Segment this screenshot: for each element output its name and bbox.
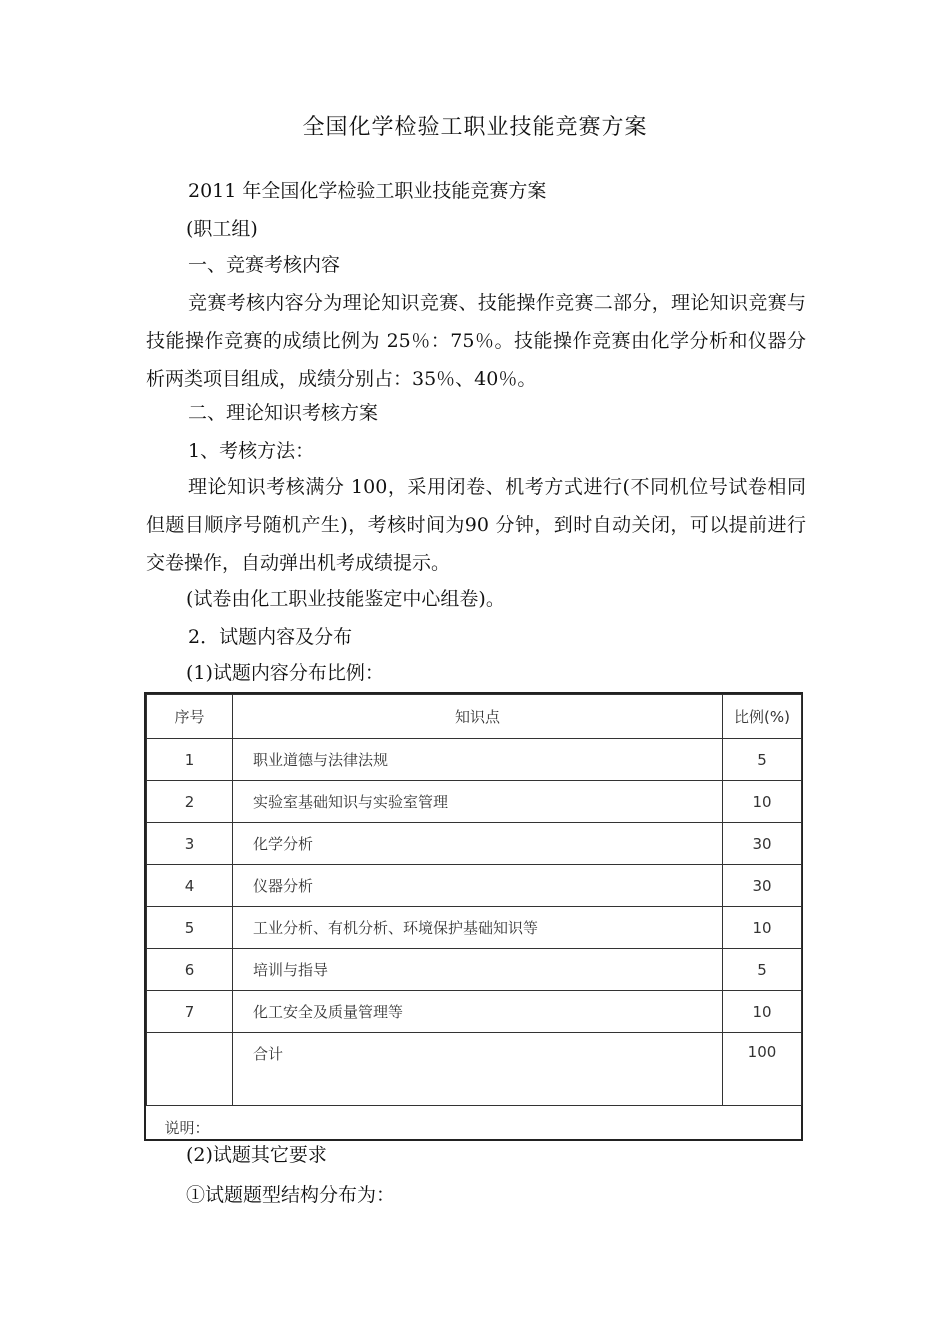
table-header-row: [147, 695, 802, 739]
section-1-paragraph: 竞赛考核内容分为理论知识竞赛、技能操作竞赛二部分，理论知识竞赛与技能操作竞赛的成绩比例为 25％：75％。技能操作竞赛由化学分析和仪器分析两类项目组成，成绩分别占：35％、40％。: [146, 292, 806, 390]
plan-heading: 2011 年全国化学检验工职业技能竞赛方案: [188, 180, 547, 202]
row-ratio: 30: [723, 823, 802, 865]
row-number: 5: [147, 907, 233, 949]
row-number: 4: [147, 865, 233, 907]
header-number: 序号: [147, 695, 233, 739]
header-topic: 知识点: [233, 695, 723, 739]
row-topic: 化工安全及质量管理等: [233, 991, 723, 1033]
table-row: [147, 781, 802, 823]
total-label: 合计: [233, 1033, 723, 1106]
row-ratio: 10: [723, 907, 802, 949]
row-ratio: 30: [723, 865, 802, 907]
subsection-1-heading: 1、考核方法：: [188, 440, 315, 462]
content-ratio-label: (1)试题内容分布比例：: [186, 662, 384, 684]
row-number: 6: [147, 949, 233, 991]
row-ratio: 5: [723, 949, 802, 991]
table-row: [147, 823, 802, 865]
section-1-heading: 一、竞赛考核内容: [188, 254, 341, 276]
document-title: 全国化学检验工职业技能竞赛方案: [302, 115, 648, 140]
row-number: 1: [147, 739, 233, 781]
row-topic: 工业分析、有机分析、环境保护基础知识等: [233, 907, 723, 949]
row-topic: 职业道德与法律法规: [233, 739, 723, 781]
exam-method-paragraph: 理论知识考核满分 100，采用闭卷、机考方式进行(不同机位号试卷相同但题目顺序号随机产生)，考核时间为90 分钟，到时自动关闭，可以提前进行交卷操作，自动弹出机考成绩提示。: [146, 476, 806, 574]
row-number: 3: [147, 823, 233, 865]
table-row: [147, 865, 802, 907]
table-row: [147, 739, 802, 781]
table-row: [147, 991, 802, 1033]
row-ratio: 5: [723, 739, 802, 781]
question-type-label: ①试题题型结构分布为：: [186, 1184, 396, 1206]
other-requirements-label: (2)试题其它要求: [186, 1144, 327, 1166]
table-row: [147, 907, 802, 949]
content-distribution-table: [144, 692, 803, 1141]
row-ratio: 10: [723, 991, 802, 1033]
row-number: 7: [147, 991, 233, 1033]
row-topic: 实验室基础知识与实验室管理: [233, 781, 723, 823]
section-2-heading: 二、理论知识考核方案: [188, 402, 379, 424]
table-note: 说明：: [147, 1106, 802, 1149]
header-ratio: 比例(%): [723, 695, 802, 739]
total-value: 100: [723, 1033, 802, 1106]
group-label: (职工组): [186, 218, 258, 240]
row-number: 2: [147, 781, 233, 823]
table-row: [147, 949, 802, 991]
row-topic: 化学分析: [233, 823, 723, 865]
row-topic: 仪器分析: [233, 865, 723, 907]
table-total-row: [147, 1033, 802, 1106]
row-ratio: 10: [723, 781, 802, 823]
paper-source-note: (试卷由化工职业技能鉴定中心组卷)。: [186, 588, 505, 610]
row-topic: 培训与指导: [233, 949, 723, 991]
subsection-2-heading: 2．试题内容及分布: [188, 626, 353, 648]
total-empty-cell: [147, 1033, 233, 1106]
